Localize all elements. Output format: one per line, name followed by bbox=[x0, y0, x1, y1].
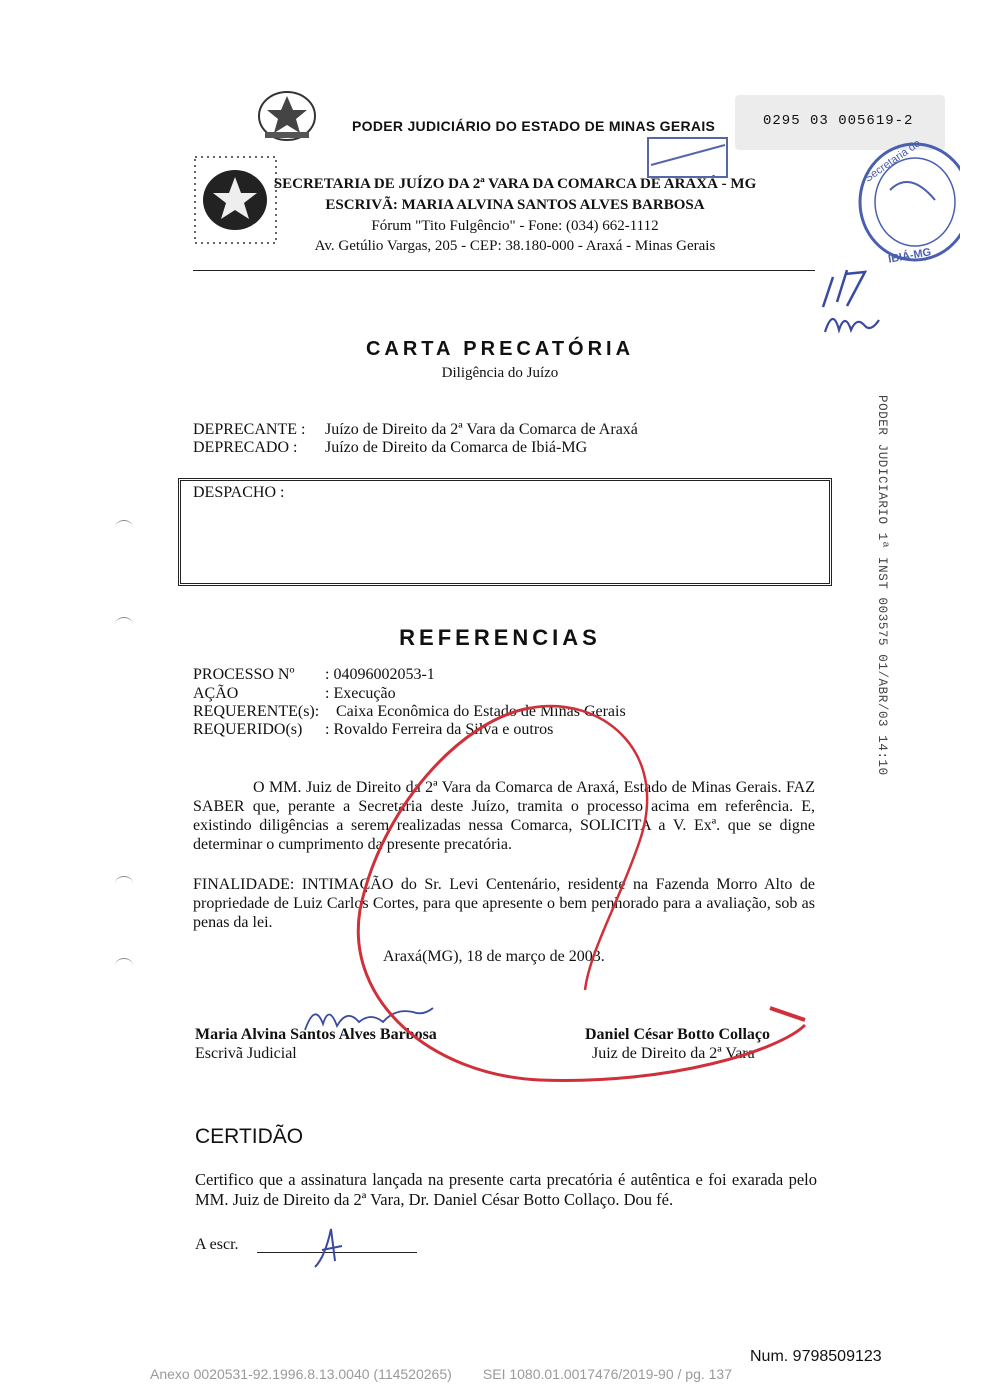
signature-right-role: Juiz de Direito da 2ª Vara bbox=[592, 1045, 755, 1062]
ref-value-requerido: : Rovaldo Ferreira da Silva e outros bbox=[325, 721, 554, 738]
punch-hole-mark bbox=[115, 876, 133, 891]
round-registry-stamp bbox=[850, 137, 960, 270]
side-protocol-stamp: PODER JUDICIARIO 1ª INST 003575 01/ABR/03 14:10 bbox=[875, 395, 889, 776]
coat-of-arms-emblem bbox=[255, 88, 320, 143]
forum-info: Fórum "Tito Fulgêncio" - Fone: (034) 662-1112 bbox=[371, 218, 659, 234]
protocol-number: 0295 03 005619-2 bbox=[763, 113, 914, 129]
header-divider bbox=[193, 270, 815, 271]
certidao-title: CERTIDÃO bbox=[195, 1125, 304, 1148]
date-line: Araxá(MG), 18 de março de 2003. bbox=[383, 948, 605, 965]
document-subtitle: Diligência do Juízo bbox=[441, 365, 559, 381]
ref-label-acao: AÇÃO bbox=[193, 685, 239, 702]
escr-label: A escr. bbox=[195, 1236, 239, 1253]
escr-initial-signature bbox=[310, 1222, 360, 1272]
deprecado-value: Juízo de Direito da Comarca de Ibiá-MG bbox=[325, 439, 588, 456]
office-header: SECRETARIA DE JUÍZO DA 2ª VARA DA COMARCA DE ARAXÁ - MG bbox=[273, 176, 757, 192]
ref-label-requerente: REQUERENTE(s): bbox=[193, 703, 320, 720]
red-circle-mark bbox=[340, 690, 810, 1090]
signature-left-name: Maria Alvina Santos Alves Barbosa bbox=[195, 1026, 437, 1043]
address-info: Av. Getúlio Vargas, 205 - CEP: 38.180-000 - Araxá - Minas Gerais bbox=[314, 238, 716, 254]
round-stamp-top-text: Secretaria de bbox=[862, 137, 923, 185]
deprecado-label: DEPRECADO : bbox=[193, 439, 298, 456]
round-stamp-bottom-text: IBIÁ-MG bbox=[887, 246, 933, 266]
punch-hole-mark bbox=[115, 617, 133, 632]
certidao-text: Certifico que a assinatura lançada na presente carta precatória é autêntica e foi exarada pelo MM. Juiz de Direito da 2ª Vara, Dr. Daniel César Botto Collaço. Dou fé. bbox=[195, 1170, 817, 1209]
ref-label-processo: PROCESSO Nº bbox=[193, 666, 295, 683]
punch-hole-mark bbox=[115, 520, 133, 535]
deprecante-value: Juízo de Direito da 2ª Vara da Comarca de Araxá bbox=[325, 421, 638, 438]
deprecante-label: DEPRECANTE : bbox=[193, 421, 306, 438]
references-title: REFERENCIAS bbox=[399, 625, 601, 650]
signature-right-name: Daniel César Botto Collaço bbox=[585, 1026, 771, 1043]
document-title: CARTA PRECATÓRIA bbox=[365, 338, 635, 360]
signature-left-role: Escrivã Judicial bbox=[195, 1045, 297, 1062]
punch-hole-mark bbox=[115, 958, 133, 973]
body-paragraph: O MM. Juiz de Direito da 2ª Vara da Comarca de Araxá, Estado de Minas Gerais. FAZ SABER que, perante a Secretaria deste Juízo, tramita o processo acima em referência. E, existindo diligências a serem realizadas nessa Comarca, SOLICITA a V. Exª. que se digne determinar o cumprimento da presente precatória. bbox=[193, 779, 815, 853]
document-number: Num. 9798509123 bbox=[750, 1348, 882, 1365]
page-mark-number bbox=[845, 267, 846, 268]
receipt-stamp bbox=[645, 135, 730, 180]
ref-value-acao: : Execução bbox=[325, 685, 396, 702]
annex-footer: Anexo 0020531-92.1996.8.13.0040 (114520265) SEI 1080.01.0017476/2019-90 / pg. 137 bbox=[150, 1366, 732, 1382]
institution-header: PODER JUDICIÁRIO DO ESTADO DE MINAS GERAIS bbox=[352, 118, 716, 134]
clerk-header: ESCRIVÃ: MARIA ALVINA SANTOS ALVES BARBOSA bbox=[325, 197, 705, 213]
despacho-label: DESPACHO : bbox=[193, 484, 285, 501]
handwritten-page-mark bbox=[815, 262, 890, 342]
ref-label-requerido: REQUERIDO(s) bbox=[193, 721, 303, 738]
finalidade-paragraph: FINALIDADE: INTIMAÇÃO do Sr. Levi Centenário, residente na Fazenda Morro Alto de propriedade de Luiz Carlos Cortes, para que apresente o bem penhorado para a avaliação, sob as penas da lei. bbox=[193, 876, 815, 931]
ref-value-requerente: Caixa Econômica do Estado de Minas Gerais bbox=[336, 703, 626, 720]
ref-value-processo: : 04096002053-1 bbox=[325, 666, 435, 683]
